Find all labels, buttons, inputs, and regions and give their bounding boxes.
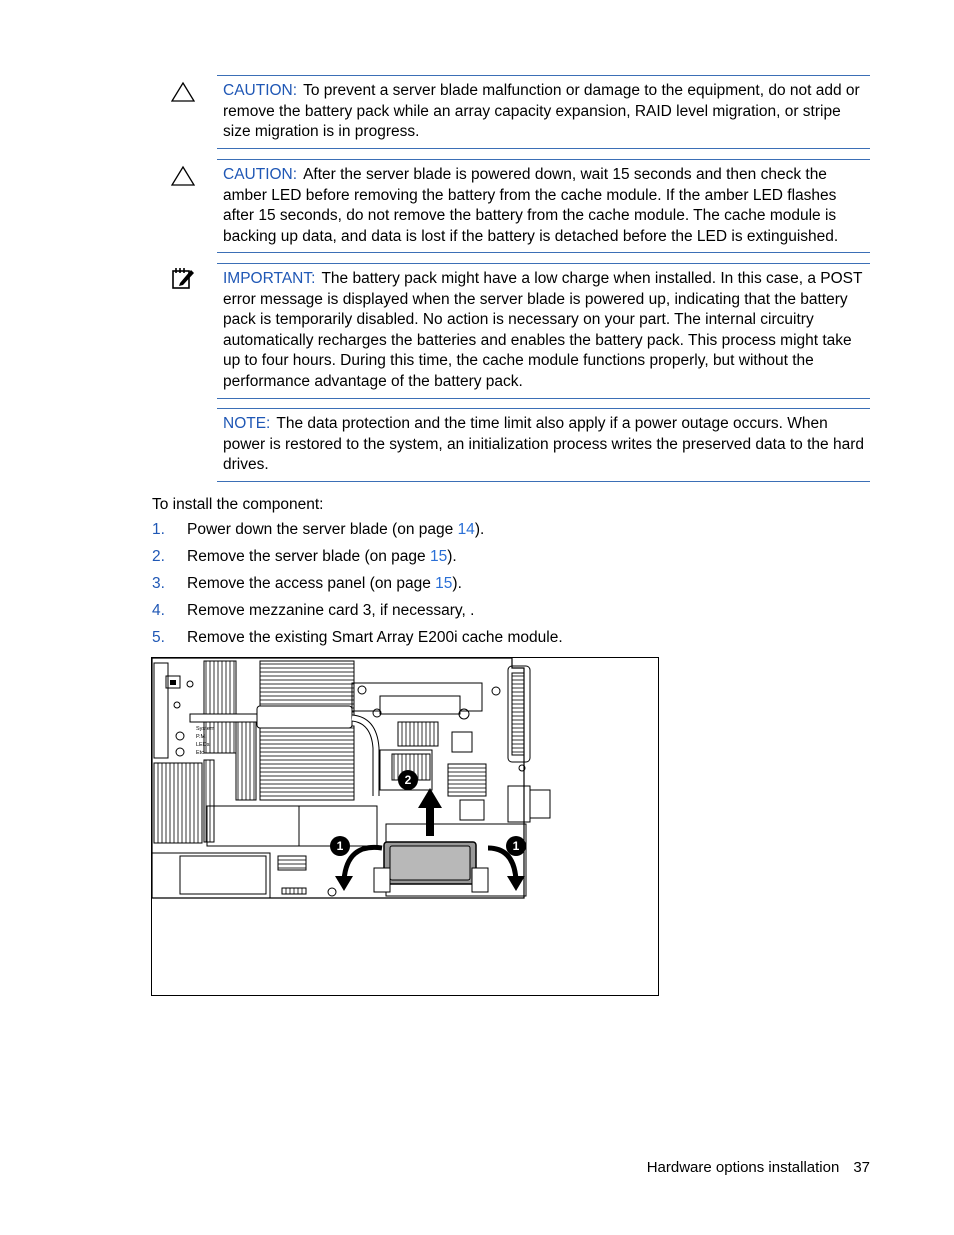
caution-notice	[217, 75, 870, 149]
footer-section-title: Hardware options installation	[646, 1159, 840, 1176]
notice-label: CAUTION:	[223, 166, 298, 183]
notice-label: CAUTION:	[223, 82, 298, 99]
step-number: 1.	[152, 521, 165, 538]
notice-text: The battery pack might have a low charge when installed. In this case, a POST error message is displayed when the server blade is powered up, indicating that the battery pack is temporarily disabled. No action is necessary on your part. The internal circuitry automatically recharges the batteries and enables the battery pack. This process might take up to four hours. During this time, the cache module functions properly, but without the performance advantage of the battery pack.	[223, 270, 863, 390]
step-text: Remove the existing Smart Array E200i cache module.	[187, 629, 563, 646]
page-link[interactable]: 15	[435, 575, 453, 592]
silkscreen-line: P.M.	[196, 734, 207, 740]
step-number: 5.	[152, 629, 165, 646]
step-text: Remove the server blade (on page	[187, 548, 430, 565]
step-text: Remove the access panel (on page	[187, 575, 436, 592]
step-text-end: ).	[452, 575, 462, 592]
page-number: 37	[853, 1159, 870, 1176]
step-number: 4.	[152, 602, 165, 619]
page-link[interactable]: 14	[457, 521, 475, 538]
step-text: Remove mezzanine card 3, if necessary, .	[187, 602, 475, 619]
caution-icon	[171, 80, 195, 104]
notice-text: The data protection and the time limit also apply if a power outage occurs. When power is restored to the system, an initialization process writes the preserved data to the hard drives.	[223, 415, 864, 474]
page-link[interactable]: 15	[429, 548, 448, 565]
important-icon	[171, 266, 195, 290]
callout-number: 1	[512, 839, 520, 853]
callout-number: 2	[404, 773, 412, 787]
note-notice	[217, 408, 870, 482]
cache-module-removal-figure	[151, 657, 659, 996]
step-number: 3.	[152, 575, 165, 592]
caution-icon	[171, 164, 195, 188]
callout-badge	[330, 836, 350, 856]
important-notice	[217, 263, 870, 399]
callout-number: 1	[336, 839, 344, 853]
notice-label: IMPORTANT:	[223, 270, 316, 287]
callout-badge	[398, 770, 418, 790]
step-text: Power down the server blade (on page	[187, 521, 458, 538]
silkscreen-line: Etc	[196, 750, 204, 756]
step-number: 2.	[152, 548, 165, 565]
notice-label: NOTE:	[223, 415, 271, 432]
page-footer	[647, 1158, 870, 1178]
notice-text: After the server blade is powered down, wait 15 seconds and then check the amber LED before removing the battery from the cache module. If the amber LED flashes after 15 seconds, do not remove the battery from the cache module. The cache module is backing up data, and data is lost if the battery is detached before the LED is extinguished.	[223, 166, 839, 245]
callout-badge	[506, 836, 526, 856]
notice-text: To prevent a server blade malfunction or damage to the equipment, do not add or remove the battery pack while an array capacity expansion, RAID level migration, or stripe size migration is in progress.	[223, 82, 860, 141]
silkscreen-line: System	[196, 726, 215, 732]
step-text-end: ).	[447, 548, 457, 565]
procedure-intro: To install the component:	[152, 496, 324, 513]
silkscreen-line: LEDs	[196, 742, 210, 748]
server-board-illustration	[152, 658, 658, 995]
step-text-end: ).	[474, 521, 485, 538]
caution-notice	[217, 159, 870, 253]
